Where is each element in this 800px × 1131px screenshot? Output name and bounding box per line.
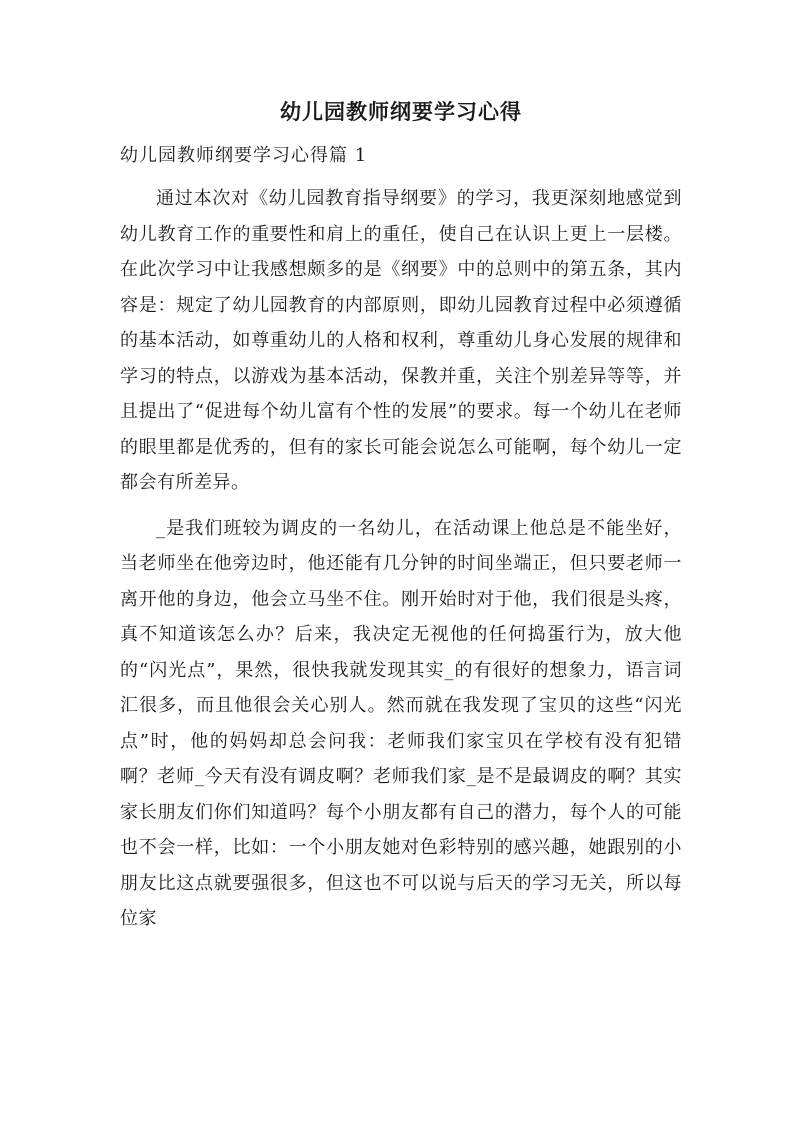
document-page — [120, 96, 682, 947]
paragraph-1: 通过本次对《幼儿园教育指导纲要》的学习，我更深刻地感觉到幼儿教育工作的重要性和肩上的重任，使自己在认识上更上一层楼。在此次学习中让我感想颇多的是《纲要》中的总则中的第五条，其内容是：规定了幼儿园教育的内部原则，即幼儿园教育过程中必须遵循的基本活动，如尊重幼儿的人格和权利，尊重幼儿身心发展的规律和学习的特点，以游戏为基本活动，保教并重，关注个别差异等等，并且提出了“促进每个幼儿富有个性的发展”的要求。每一个幼儿在老师的眼里都是优秀的，但有的家长可能会说怎么可能啊，每个幼儿一定都会有所差异。 — [120, 188, 682, 493]
document-subtitle: 幼儿园教师纲要学习心得篇 1 — [120, 145, 368, 166]
document-title: 幼儿园教师纲要学习心得 — [280, 99, 522, 124]
paragraph-2: _是我们班较为调皮的一名幼儿，在活动课上他总是不能坐好，当老师坐在他旁边时，他还能有几分钟的时间坐端正，但只要老师一离开他的身边，他会立马坐不住。刚开始时对于他，我们很是头疼，真不知道该怎么办？后来，我决定无视他的任何捣蛋行为，放大他的“闪光点”，果然，很快我就发现其实_的有很好的想象力，语言词汇很多，而且他很会关心别人。然而就在我发现了宝贝的这些“闪光点”时，他的妈妈却总会问我：老师我们家宝贝在学校有没有犯错啊？老师_今天有没有调皮啊？老师我们家_是不是最调皮的啊？其实家长朋友们你们知道吗？每个小朋友都有自己的潜力，每个人的可能也不会一样，比如：一个小朋友她对色彩特别的感兴趣，她跟别的小朋友比这点就要强很多，但这也不可以说与后天的学习无关，所以每位家 — [120, 517, 682, 929]
